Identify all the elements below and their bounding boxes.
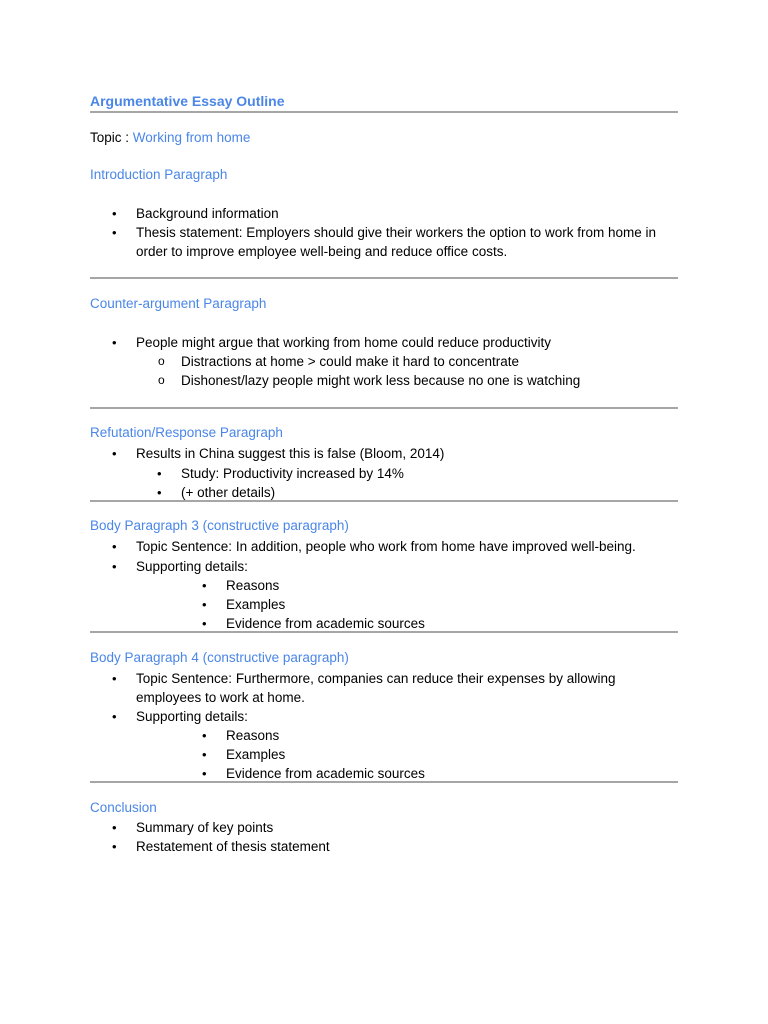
bullet-marker: • xyxy=(202,766,207,781)
bullet-marker: • xyxy=(112,225,117,240)
bullet-marker: • xyxy=(202,728,207,743)
bullet-marker: • xyxy=(112,709,117,724)
counter-argument-heading: Counter-argument Paragraph xyxy=(90,296,267,311)
list-item: Summary of key points xyxy=(136,820,274,835)
list-item: Results in China suggest this is false (Bloom, 2014) xyxy=(136,446,445,461)
bullet-marker: • xyxy=(202,747,207,762)
list-subitem: Evidence from academic sources xyxy=(226,616,425,631)
list-subitem: Examples xyxy=(226,747,286,762)
title-divider xyxy=(90,111,678,113)
section-divider xyxy=(90,277,678,279)
bullet-marker: • xyxy=(112,820,117,835)
list-item: Thesis statement: Employers should give their workers the option to work from home in order to improve employee well-being and reduce office costs. xyxy=(136,225,656,259)
bullet-marker: • xyxy=(112,335,117,350)
list-item: Restatement of thesis statement xyxy=(136,839,330,854)
bullet-marker: • xyxy=(157,485,162,500)
body-paragraph-4-heading: Body Paragraph 4 (constructive paragraph) xyxy=(90,650,349,665)
bullet-marker: • xyxy=(112,539,117,554)
refutation-heading: Refutation/Response Paragraph xyxy=(90,425,283,440)
section-divider xyxy=(90,407,678,409)
list-subitem: Dishonest/lazy people might work less because no one is watching xyxy=(181,373,581,388)
list-item: Supporting details: xyxy=(136,559,248,574)
bullet-marker: • xyxy=(112,839,117,854)
bullet-marker: • xyxy=(202,597,207,612)
bullet-marker: • xyxy=(112,559,117,574)
topic-label: Topic : xyxy=(90,130,130,145)
circle-marker: o xyxy=(158,373,165,387)
bullet-marker: • xyxy=(112,671,117,686)
list-subitem: (+ other details) xyxy=(181,485,276,500)
list-subitem: Study: Productivity increased by 14% xyxy=(181,466,404,481)
section-divider xyxy=(90,631,678,633)
list-item: Topic Sentence: Furthermore, companies can reduce their expenses by allowing employees to work at home. xyxy=(136,671,616,705)
list-item: Supporting details: xyxy=(136,709,248,724)
conclusion-heading: Conclusion xyxy=(90,800,157,815)
list-item: People might argue that working from home could reduce productivity xyxy=(136,335,551,350)
list-subitem: Examples xyxy=(226,597,286,612)
body-paragraph-3-heading: Body Paragraph 3 (constructive paragraph) xyxy=(90,518,349,533)
bullet-marker: • xyxy=(157,466,162,481)
list-item: Background information xyxy=(136,206,279,221)
topic-value: Working from home xyxy=(132,130,251,145)
topic-line xyxy=(90,130,250,145)
introduction-heading: Introduction Paragraph xyxy=(90,167,228,182)
list-subitem: Evidence from academic sources xyxy=(226,766,425,781)
bullet-marker: • xyxy=(202,616,207,631)
document-title: Argumentative Essay Outline xyxy=(90,93,285,109)
list-item: Topic Sentence: In addition, people who work from home have improved well-being. xyxy=(136,539,636,554)
list-subitem: Reasons xyxy=(226,728,280,743)
list-subitem: Distractions at home > could make it hard to concentrate xyxy=(181,354,520,369)
bullet-marker: • xyxy=(112,446,117,461)
bullet-marker: • xyxy=(112,206,117,221)
bullet-marker: • xyxy=(202,578,207,593)
list-subitem: Reasons xyxy=(226,578,280,593)
circle-marker: o xyxy=(158,354,165,368)
section-divider xyxy=(90,500,678,502)
section-divider xyxy=(90,781,678,783)
